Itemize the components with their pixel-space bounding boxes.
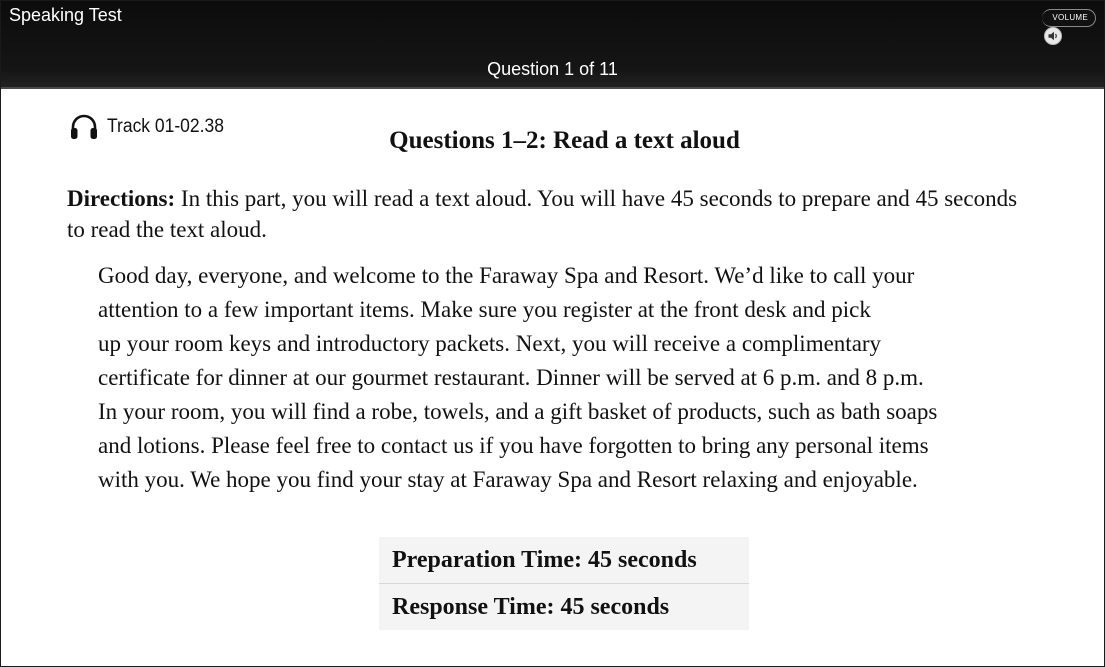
- directions-text: In this part, you will read a text aloud. You will have 45 seconds to prepare and 45 seconds to read the text aloud.: [67, 186, 1018, 242]
- volume-label: VOLUME: [1052, 13, 1088, 22]
- reading-passage: [98, 259, 1048, 497]
- passage-line: and lotions. Please feel free to contact us if you have forgotten to bring any personal items: [98, 433, 929, 458]
- track-label: Track 01-02.38: [107, 116, 224, 137]
- passage-line: Good day, everyone, and welcome to the Faraway Spa and Resort. We’d like to call your: [98, 263, 915, 288]
- response-time: Response Time: 45 seconds: [392, 594, 670, 620]
- directions: [67, 183, 1027, 245]
- question-counter: Question 1 of 11: [487, 59, 618, 79]
- volume-control[interactable]: [1042, 7, 1096, 47]
- passage-line: with you. We hope you find your stay at Faraway Spa and Resort relaxing and enjoyable.: [98, 467, 918, 492]
- preparation-time: Preparation Time: 45 seconds: [392, 547, 697, 573]
- section-title: Questions 1–2: Read a text aloud: [389, 127, 740, 154]
- passage-line: up your room keys and introductory packets. Next, you will receive a complimentary: [98, 331, 882, 356]
- app-title: Speaking Test: [9, 5, 122, 25]
- passage-line: certificate for dinner at our gourmet restaurant. Dinner will be served at 6 p.m. and 8 p.m.: [98, 365, 924, 390]
- timing-box: [379, 537, 749, 630]
- directions-label: Directions:: [67, 186, 176, 211]
- passage-line: In your room, you will find a robe, towels, and a gift basket of products, such as bath soaps: [98, 399, 938, 424]
- header-bar: [1, 1, 1104, 89]
- question-content: [1, 91, 1104, 666]
- speaker-icon[interactable]: [1044, 27, 1062, 45]
- passage-line: attention to a few important items. Make sure you register at the front desk and pick: [98, 297, 871, 322]
